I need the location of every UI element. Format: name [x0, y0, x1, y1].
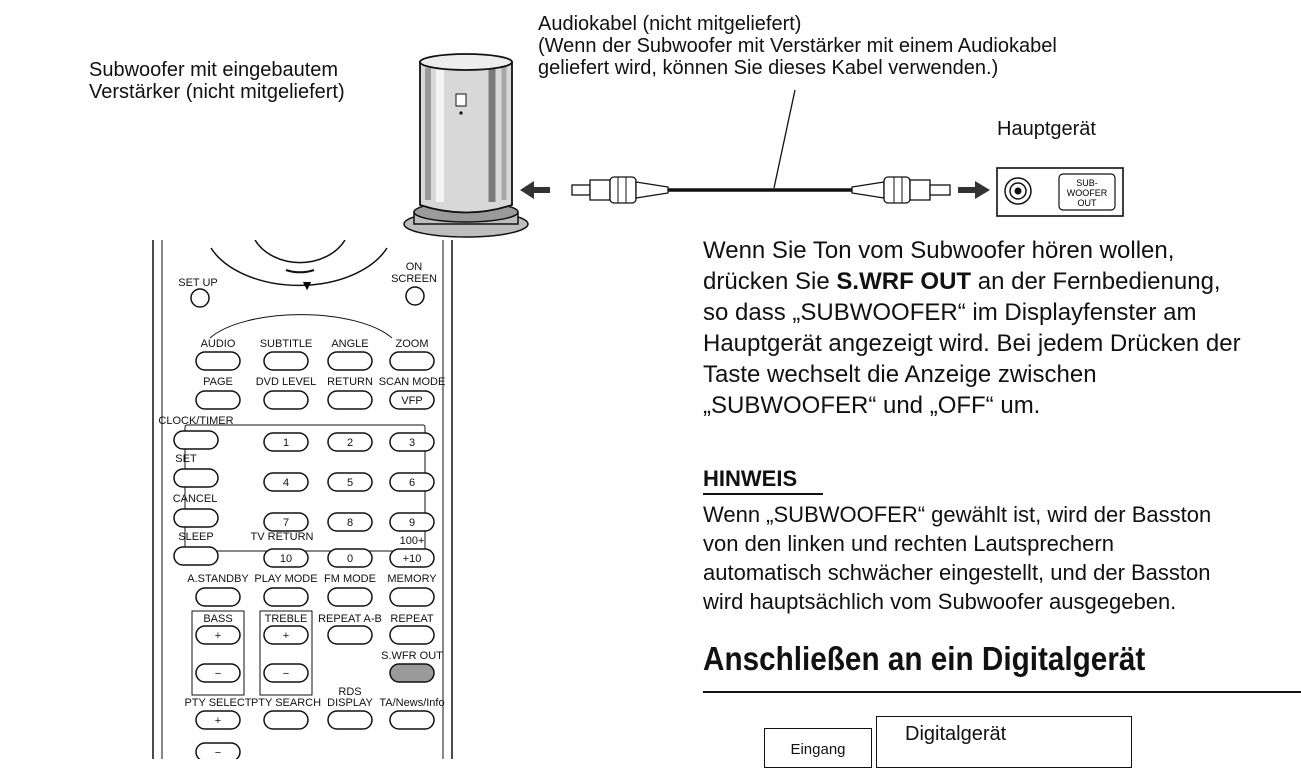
pty-select-minus-button-label: −: [214, 747, 222, 759]
arrow-left-icon: [520, 181, 550, 199]
number-button-9-label: 9: [408, 517, 416, 529]
button-scan-mode-label: VFP: [401, 395, 423, 407]
label-angle: ANGLE: [331, 338, 369, 350]
digital-device-label: Digitalgerät: [905, 723, 1007, 745]
note-line1: Wenn „SUBWOOFER“ gewählt ist, wird der Basston: [703, 502, 1212, 527]
input-box: [764, 728, 872, 768]
instructions-line2: drücken Sie S.WRF OUT an der Fernbedienung,: [703, 268, 1221, 295]
subwoofer-label-line2: Verstärker (nicht mitgeliefert): [89, 81, 345, 103]
note-heading: HINWEIS: [703, 466, 798, 491]
number-button-6-label: 6: [408, 477, 416, 489]
label-memory: MEMORY: [387, 573, 437, 585]
number-button-0-label: 0: [346, 553, 354, 565]
subwoofer-label: [89, 59, 345, 103]
arrow-right-icon: [958, 181, 990, 199]
button-rds-display[interactable]: [328, 711, 372, 729]
label-scan-mode: SCAN MODE: [378, 376, 446, 388]
note-heading-underline: [703, 493, 823, 495]
treble-label: TREBLE: [264, 613, 308, 625]
label-tv-return: TV RETURN: [250, 531, 314, 543]
label-return: RETURN: [327, 376, 373, 388]
button-memory[interactable]: [390, 588, 434, 606]
label-zoom: ZOOM: [395, 338, 429, 350]
button-play-mode[interactable]: [264, 588, 308, 606]
setup-label: SET UP: [178, 277, 218, 289]
cable-callout-line: [774, 90, 795, 188]
instructions-paragraph: [703, 235, 1298, 421]
jack-label-line1: SUB-: [1076, 178, 1098, 188]
instructions-line6: „SUBWOOFER“ und „OFF“ um.: [703, 392, 1041, 419]
label-set: SET: [175, 453, 197, 465]
number-button-10-label: 10: [279, 553, 293, 565]
subwoofer-label-line1: Subwoofer mit eingebautem: [89, 59, 339, 81]
button-dvd-level[interactable]: [264, 391, 308, 409]
button-angle[interactable]: [328, 352, 372, 370]
note-line4: wird hauptsächlich vom Subwoofer ausgegeben.: [703, 589, 1177, 614]
treble-minus-button-label: −: [282, 668, 290, 680]
instructions-line3: so dass „SUBWOOFER“ im Displayfenster am: [703, 299, 1197, 326]
jack-label-line2: WOOFER: [1066, 188, 1108, 198]
number-button-4-label: 4: [282, 477, 290, 489]
button-subtitle[interactable]: [264, 352, 308, 370]
number-button-10-label: +10: [402, 553, 422, 565]
section-rule: [703, 691, 1301, 693]
pty-select-plus-button-label: +: [214, 715, 222, 727]
button-clock-timer[interactable]: [174, 431, 218, 449]
number-button-5-label: 5: [346, 477, 354, 489]
bass-minus-button-label: −: [214, 668, 222, 680]
label-audio: AUDIO: [200, 338, 236, 350]
label-subtitle: SUBTITLE: [259, 338, 313, 350]
label-repeat: REPEAT: [390, 613, 434, 625]
jack-label-line3: OUT: [1077, 198, 1097, 208]
digital-device-box: [876, 716, 1132, 768]
left-plug-illustration: [572, 177, 668, 203]
number-button-8-label: 8: [346, 517, 354, 529]
input-label: Eingang: [790, 741, 846, 758]
right-plug-illustration: [852, 177, 950, 203]
note-line3: automatisch schwächer eingestellt, und der Basston: [703, 560, 1211, 585]
section-title: Anschließen an ein Digitalgerät: [703, 640, 1146, 677]
label-sleep: SLEEP: [178, 531, 214, 543]
subwoofer-illustration: [404, 54, 528, 237]
label-display: DISPLAY: [327, 697, 373, 709]
label-pty-select: PTY SELECT: [184, 697, 252, 709]
button-sleep[interactable]: [174, 547, 218, 565]
label-swrf-out: S.WFR OUT: [381, 650, 443, 662]
instructions-line4: Hauptgerät angezeigt wird. Bei jedem Drücken der: [703, 330, 1241, 357]
on-screen-button[interactable]: [406, 287, 424, 305]
number-button-7-label: 7: [282, 517, 290, 529]
label-rds: RDS: [338, 686, 362, 698]
button-swrf-out[interactable]: [390, 664, 434, 682]
label-cancel: CANCEL: [172, 493, 218, 505]
button-set[interactable]: [174, 469, 218, 487]
on-label: ON: [405, 261, 423, 273]
label-hundred-plus: 100+: [399, 535, 425, 547]
button-ta-news-info[interactable]: [390, 711, 434, 729]
note-line2: von den linken und rechten Lautsprechern: [703, 531, 1114, 556]
label-play-mode: PLAY MODE: [254, 573, 318, 585]
bass-plus-button-label: +: [214, 630, 222, 642]
screen-label: SCREEN: [391, 273, 437, 285]
cable-label-line1: Audiokabel (nicht mitgeliefert): [538, 13, 802, 35]
button-a-standby[interactable]: [196, 588, 240, 606]
label-dvd-level: DVD LEVEL: [255, 376, 317, 388]
button-zoom[interactable]: [390, 352, 434, 370]
label-clock-timer: CLOCK/TIMER: [158, 415, 234, 427]
cable-label-line2: (Wenn der Subwoofer mit Verstärker mit einem Audiokabel: [538, 35, 1057, 57]
button-page[interactable]: [196, 391, 240, 409]
instructions-line1: Wenn Sie Ton vom Subwoofer hören wollen,: [703, 237, 1175, 264]
label-fm-mode: FM MODE: [324, 573, 376, 585]
cable-label-line3: geliefert wird, können Sie dieses Kabel verwenden.): [538, 57, 999, 79]
remote-control-illustration: [140, 240, 470, 759]
number-button-3-label: 3: [408, 437, 416, 449]
main-unit-label: Hauptgerät: [997, 118, 1096, 140]
label-page: PAGE: [203, 376, 233, 388]
swrf-out-key: S.WRF OUT: [836, 268, 972, 295]
label-repeat-ab: REPEAT A-B: [318, 613, 382, 625]
button-repeat[interactable]: [390, 626, 434, 644]
connection-diagram: [400, 50, 1150, 245]
label-a-standby: A.STANDBY: [187, 573, 249, 585]
button-fm-mode[interactable]: [328, 588, 372, 606]
down-arrow-icon: ▼: [300, 277, 314, 293]
instructions-line5: Taste wechselt die Anzeige zwischen: [703, 361, 1097, 388]
subwoofer-out-jack: [997, 168, 1123, 216]
button-pty-search[interactable]: [264, 711, 308, 729]
note-body: [703, 500, 1298, 616]
button-cancel[interactable]: [174, 509, 218, 527]
number-button-1-label: 1: [282, 437, 290, 449]
button-repeat-ab[interactable]: [328, 626, 372, 644]
label-ta-news-info: TA/News/Info: [379, 697, 445, 709]
button-audio[interactable]: [196, 352, 240, 370]
label-pty-search: PTY SEARCH: [250, 697, 322, 709]
number-button-2-label: 2: [346, 437, 354, 449]
bass-label: BASS: [203, 613, 233, 625]
setup-button[interactable]: [191, 289, 209, 307]
treble-plus-button-label: +: [282, 630, 290, 642]
button-return[interactable]: [328, 391, 372, 409]
